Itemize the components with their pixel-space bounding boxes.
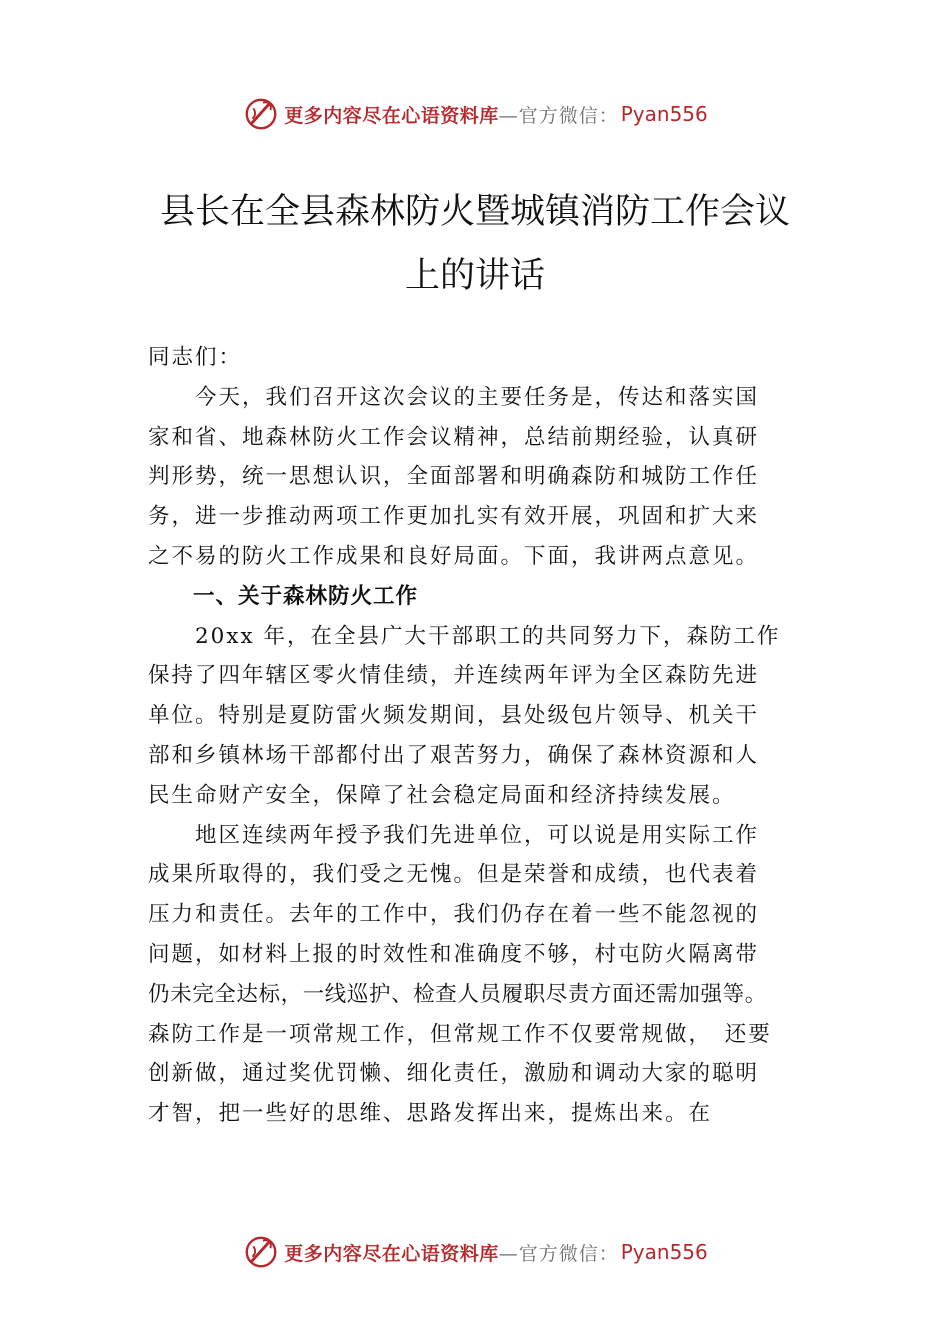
body-line: 地区连续两年授予我们先进单位，可以说是用实际工作 xyxy=(148,822,760,848)
body-line: 务，进一步推动两项工作更加扎实有效开展，巩固和扩大来 xyxy=(148,504,760,530)
document-body xyxy=(148,338,838,1134)
watermark-separator-text: —官方微信： xyxy=(498,1242,619,1265)
body-line: 部和乡镇林场干部都付出了艰苦努力，确保了森林资源和人 xyxy=(148,742,760,768)
watermark-brand-text: 更多内容尽在心语资料库 xyxy=(284,104,499,127)
body-line: 问题，如材料上报的时效性和准确度不够，村屯防火隔离带 xyxy=(148,941,760,967)
watermark-separator-text: —官方微信： xyxy=(498,104,619,127)
watermark-wechat-id: Pyan556 xyxy=(620,1240,708,1264)
body-line: 森防工作是一项常规工作，但常规工作不仅要常规做， 还要 xyxy=(148,1021,772,1047)
body-line: 判形势，统一思想认识，全面部署和明确森防和城防工作任 xyxy=(148,464,760,490)
watermark-brand-text: 更多内容尽在心语资料库 xyxy=(284,1242,499,1265)
body-line: 保持了四年辖区零火情佳绩，并连续两年评为全区森防先进 xyxy=(148,663,760,689)
watermark-banner-bottom xyxy=(0,1230,950,1274)
section-heading: 一、关于森林防火工作 xyxy=(148,583,419,609)
body-line: 才智，把一些好的思维、思路发挥出来，提炼出来。在 xyxy=(148,1101,713,1127)
body-line: 单位。特别是夏防雷火频发期间，县处级包片领导、机关干 xyxy=(148,703,760,729)
body-line: 民生命财产安全，保障了社会稳定局面和经济持续发展。 xyxy=(148,782,736,808)
body-line: 家和省、地森林防火工作会议精神，总结前期经验，认真研 xyxy=(148,424,760,450)
title-line-2: 上的讲话 xyxy=(404,256,545,296)
body-line: 仍未完全达标，一线巡护、检查人员履职尽责方面还需加强等。 xyxy=(148,981,767,1007)
body-line: 成果所取得的，我们受之无愧。但是荣誉和成绩，也代表着 xyxy=(148,862,760,888)
brand-logo-icon xyxy=(242,1233,280,1271)
title-line-1: 县长在全县森林防火暨城镇消防工作会议 xyxy=(159,192,790,232)
body-line: 今天，我们召开这次会议的主要任务是，传达和落实国 xyxy=(148,384,760,410)
body-line: 创新做，通过奖优罚懒、细化责任，激励和调动大家的聪明 xyxy=(148,1061,760,1087)
watermark-wechat-id: Pyan556 xyxy=(620,102,708,126)
salutation: 同志们： xyxy=(148,345,243,370)
body-line: 20xx 年，在全县广大干部职工的共同努力下，森防工作 xyxy=(148,623,781,649)
watermark-banner-top xyxy=(0,92,950,136)
body-line: 压力和责任。去年的工作中，我们仍存在着一些不能忽视的 xyxy=(148,902,760,928)
page-title xyxy=(0,180,950,308)
brand-logo-icon xyxy=(242,95,280,133)
body-line: 之不易的防火工作成果和良好局面。下面，我讲两点意见。 xyxy=(148,543,760,569)
